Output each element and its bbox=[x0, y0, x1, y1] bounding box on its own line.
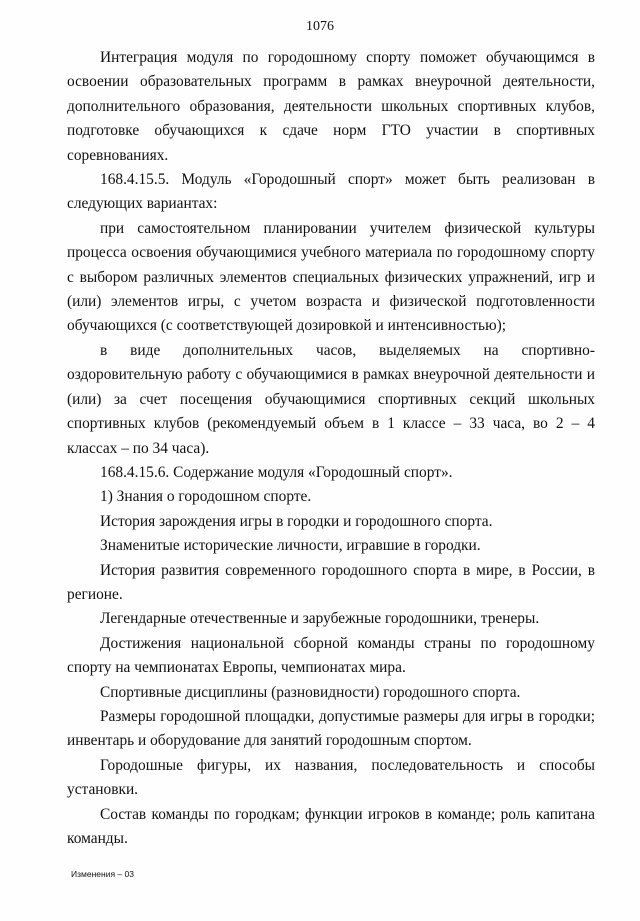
paragraph: Состав команды по городкам; функции игроков в команде; роль капитана команды. bbox=[67, 805, 595, 847]
paragraph: Знаменитые исторические личности, игравшие в городки. bbox=[100, 537, 481, 555]
paragraph: Размеры городошной площадки, допустимые размеры для игры в городки; инвентарь и оборудование для занятий городошным спортом. bbox=[67, 707, 595, 750]
page-number: 1076 bbox=[306, 19, 334, 34]
paragraph: Спортивные дисциплины (разновидности) городошного спорта. bbox=[100, 683, 521, 701]
page-footer: Изменения – 03 bbox=[71, 869, 134, 879]
paragraph: Легендарные отечественные и зарубежные городошники, тренеры. bbox=[100, 610, 540, 628]
paragraph: 168.4.15.6. Содержание модуля «Городошный спорт». bbox=[100, 463, 453, 481]
paragraph: Достижения национальной сборной команды страны по городошному спорту на чемпионатах Европы, чемпионатах мира. bbox=[67, 634, 595, 677]
paragraph: История развития современного городошного спорта в мире, в России, в регионе. bbox=[67, 561, 595, 603]
paragraph: 1) Знания о городошном спорте. bbox=[100, 488, 312, 506]
paragraph: в виде дополнительных часов, выделяемых на спортивно-оздоровительную работу с обучающимися в рамках внеурочной деятельности и (или) за счет посещения обучающимися спортивных секций школьных спортивных клубов (рекомендуемый объем в 1 классе – 33 часа, во 2 – 4 классах – по 34 часа). bbox=[67, 341, 595, 457]
paragraph: 168.4.15.5. Модуль «Городошный спорт» может быть реализован в следующих вариантах: bbox=[67, 171, 595, 213]
paragraph: при самостоятельном планировании учителем физической культуры процесса освоения обучающимися учебного материала по городошному спорту с выбором различных элементов специальных физических упражнений, игр и (или) элементов игры, с учетом возраста и физической подготовленности обучающихся (с соответствующей дозировкой и интенсивностью); bbox=[67, 219, 595, 335]
document-body bbox=[67, 46, 595, 851]
paragraph: История зарождения игры в городки и городошного спорта. bbox=[100, 512, 493, 530]
paragraph: Интеграция модуля по городошному спорту поможет обучающимся в освоении образовательных программ в рамках внеурочной деятельности, дополнительного образования, деятельности школьных спортивных клубов, подготовке обучающихся к сдаче норм ГТО участии в спортивных соревнованиях. bbox=[67, 49, 595, 164]
paragraph: Городошные фигуры, их названия, последовательность и способы установки. bbox=[67, 756, 595, 799]
